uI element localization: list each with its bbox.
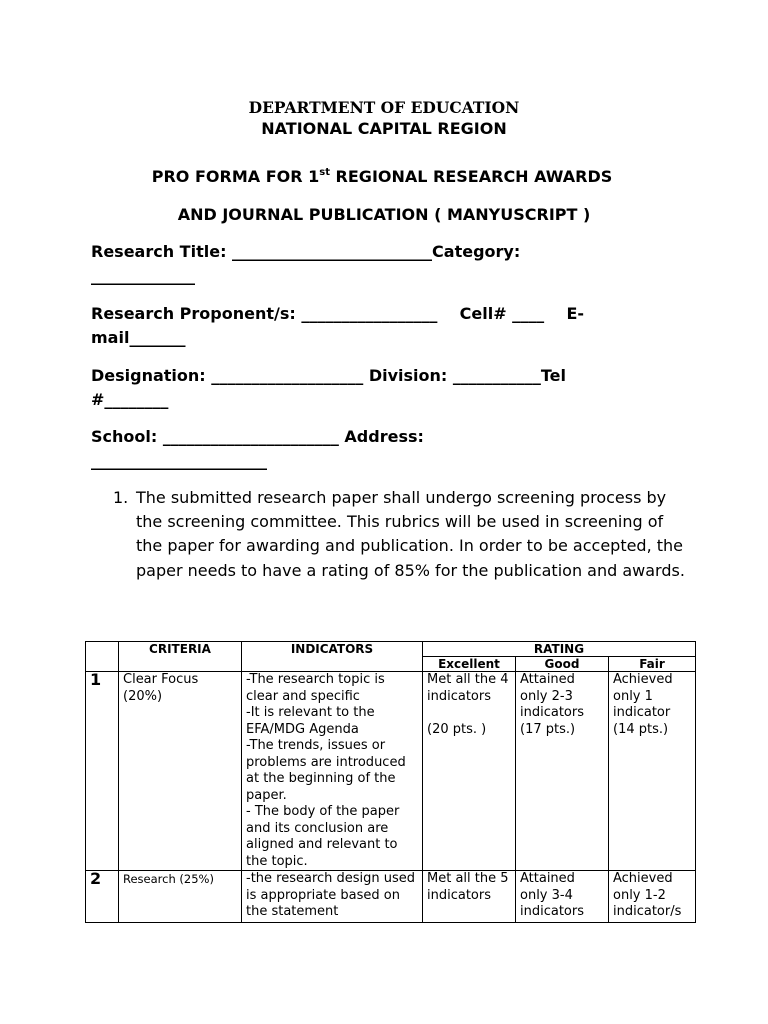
fair-cell: Achieved only 1 indicator (14 pts.) [609, 672, 696, 871]
instruction-text: The submitted research paper shall undergo screening process by the screening committee. This rubrics will be used in screening of the paper for awarding and publication. In order to be accepted, the paper needs to have a rating of 85% for the publication and awards. [136, 488, 685, 580]
form-title-line1 [0, 167, 764, 186]
designation-division-tel-field[interactable]: Designation: ___________________ Division: ___________Tel #________ [91, 366, 566, 409]
criteria-cell: Clear Focus (20%) [119, 672, 242, 871]
fair-column-header: Fair [609, 657, 696, 672]
rubric-table [85, 641, 696, 923]
rating-column-header: RATING [423, 642, 696, 657]
instruction-item [113, 486, 693, 583]
table-row [86, 871, 696, 923]
indicators-column-header: INDICATORS [242, 642, 423, 672]
school-address-field[interactable]: School: ______________________ Address: ______________________ [91, 427, 424, 470]
research-title-category-field[interactable]: Research Title: _________________________Category: _____________ [91, 242, 521, 285]
row-number: 1 [86, 672, 119, 871]
title-text-before: PRO FORMA FOR 1 [151, 167, 320, 186]
good-cell: Attained only 2-3 indicators (17 pts.) [516, 672, 609, 871]
criteria-column-header: CRITERIA [119, 642, 242, 672]
form-title-line2: AND JOURNAL PUBLICATION ( MANYUSCRIPT ) [177, 205, 591, 224]
excellent-column-header: Excellent [423, 657, 516, 672]
title-ordinal-suffix: st [319, 167, 330, 178]
table-row [86, 672, 696, 871]
fair-cell: Achieved only 1-2 indicator/s [609, 871, 696, 923]
instruction-number: 1. [113, 488, 129, 507]
excellent-cell: Met all the 4 indicators (20 pts. ) [423, 672, 516, 871]
department-heading: DEPARTMENT OF EDUCATION [248, 98, 520, 117]
row-number: 2 [86, 871, 119, 923]
table-header-row [86, 642, 696, 657]
good-column-header: Good [516, 657, 609, 672]
indicators-cell: -the research design used is appropriate based on the statement [242, 871, 423, 923]
region-heading: NATIONAL CAPITAL REGION [261, 119, 507, 138]
good-cell: Attained only 3-4 indicators [516, 871, 609, 923]
title-text-after: REGIONAL RESEARCH AWARDS [329, 167, 613, 186]
criteria-cell: Research (25%) [119, 871, 242, 923]
proponent-cell-email-field[interactable]: Research Proponent/s: _________________ Cell# ____ E- mail_______ [91, 304, 585, 347]
excellent-cell: Met all the 5 indicators [423, 871, 516, 923]
indicators-cell: -The research topic is clear and specific -It is relevant to the EFA/MDG Agenda -The trends, issues or problems are introduced at the beginning of the paper. - The body of the paper and its conclusion are aligned and relevant to the topic. [242, 672, 423, 871]
number-column-header [86, 642, 119, 672]
